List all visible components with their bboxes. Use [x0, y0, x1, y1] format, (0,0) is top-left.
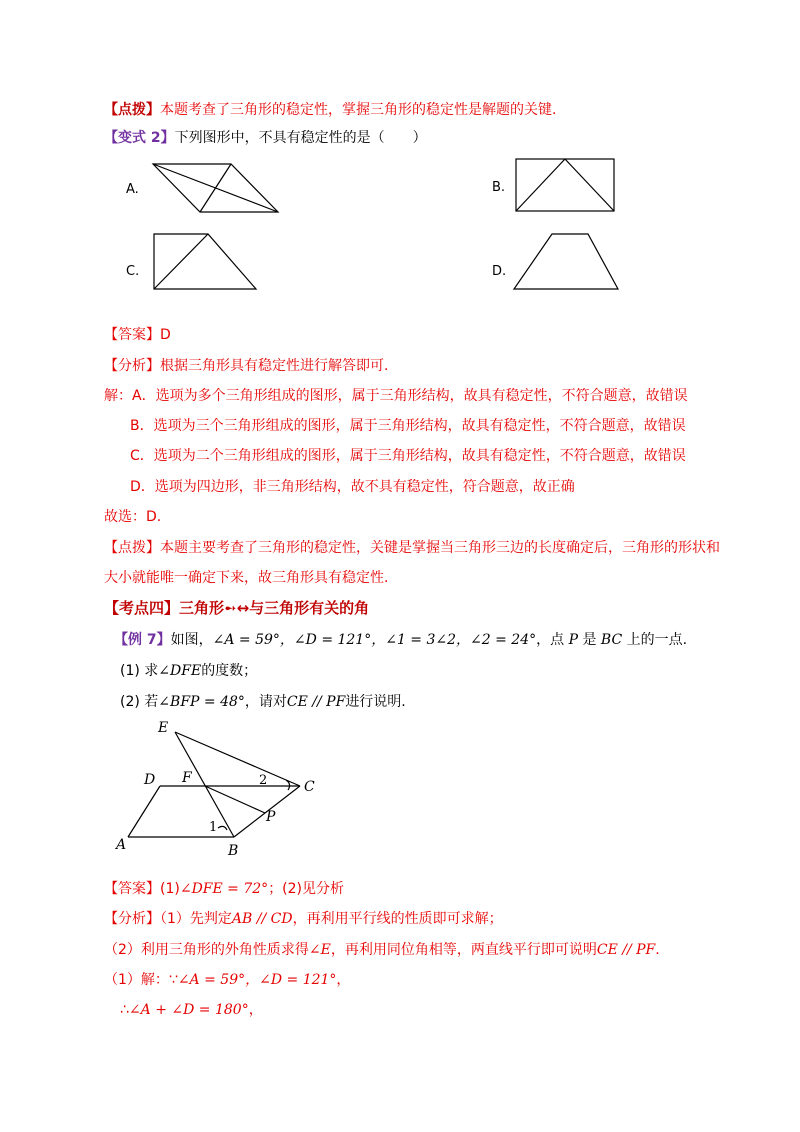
segment-fp — [205, 786, 265, 813]
label-angle-2: 2 — [259, 773, 268, 788]
segment-ec — [175, 732, 300, 786]
q2-num: (2) — [120, 694, 140, 710]
label-d: D — [144, 772, 156, 788]
hint-tag: 【点拨】 — [104, 102, 160, 118]
example-analysis-tag: 【分析】 — [104, 911, 160, 927]
example-analysis-1-math: AB // CD — [231, 911, 293, 927]
solution-line-d: D．选项为四边形，非三角形结构，故不具有稳定性，符合题意，故正确 — [130, 479, 575, 495]
example-q1 — [120, 662, 257, 680]
example-point-text1: ，点 — [536, 632, 569, 648]
example-sol-2-pre: ∴ — [120, 1002, 129, 1018]
example-answer-2: ；(2)见分析 — [268, 881, 345, 897]
label-f: F — [182, 770, 192, 786]
example-geometry-figure — [110, 712, 330, 862]
example-analysis-1 — [104, 910, 503, 928]
example-analysis-2-mid: ，再利用同位角相等，两直线平行即可说明 — [330, 942, 597, 958]
variant-answer — [104, 326, 171, 344]
q2-pre: 若 — [144, 694, 159, 710]
q2-post: 进行说明. — [345, 694, 406, 710]
example-analysis-1-post: ，再利用平行线的性质即可求解； — [292, 911, 503, 927]
label-p: P — [266, 809, 276, 825]
top-hint — [104, 101, 556, 119]
choose-line: 故选：D. — [104, 509, 162, 525]
example-sol-2-post: ， — [248, 1002, 263, 1018]
analysis-tag: 【分析】 — [104, 358, 160, 374]
answer-value: D — [160, 327, 171, 343]
option-a-figure — [148, 158, 282, 216]
example-sol-2-math: ∠A + ∠D = 180° — [128, 1002, 249, 1018]
example-sol-1-pre: （1）解：∵ — [104, 972, 178, 988]
angle-1-arc — [218, 826, 227, 830]
example-sol-1-math: ∠A = 59°，∠D = 121° — [177, 972, 337, 988]
q2-cond: ∠BFP = 48° — [158, 694, 245, 710]
variant-question — [104, 129, 427, 147]
option-a-label: A. — [126, 182, 139, 197]
example-point-p: P — [568, 632, 578, 648]
variant-question-text: 下列图形中，不具有稳定性的是（ ） — [174, 130, 427, 146]
example-solution-2 — [120, 1001, 263, 1019]
option-c-figure — [150, 230, 260, 292]
hint-text: 本题考查了三角形的稳定性，掌握三角形的稳定性是解题的关键. — [160, 102, 557, 118]
option-b-label: B. — [492, 180, 506, 195]
example-analysis-2-math: ∠E — [308, 942, 331, 958]
example-analysis-2-post: . — [655, 942, 660, 958]
option-b-figure — [512, 156, 618, 214]
variant-hint-text1: 本题主要考查了三角形的稳定性，关键是掌握当三角形三边的长度确定后，三角形的形状和 — [160, 540, 720, 556]
q1-pre: 求 — [144, 663, 159, 679]
example-answer — [104, 880, 344, 898]
label-e: E — [158, 720, 169, 736]
option-d-label: D. — [492, 264, 507, 279]
example-answer-1-math: ∠DFE = 72° — [179, 881, 269, 897]
label-a: A — [116, 837, 127, 853]
analysis-text: 根据三角形具有稳定性进行解答即可. — [160, 358, 389, 374]
example-segment-bc: BC — [600, 632, 623, 648]
q1-num: (1) — [120, 663, 140, 679]
example-question — [114, 631, 687, 649]
q1-angle: ∠DFE — [158, 663, 202, 679]
variant-analysis — [104, 357, 388, 375]
label-angle-1: 1 — [209, 820, 218, 835]
example-solution-1 — [104, 971, 350, 989]
example-analysis-2 — [104, 941, 660, 959]
example-tag: 【例 7】 — [114, 632, 171, 648]
solution-line-a: 解：A．选项为多个三角形组成的图形，属于三角形结构，故具有稳定性，不符合题意，故错误 — [104, 388, 688, 404]
answer-tag: 【答案】 — [104, 327, 160, 343]
solution-line-c: C．选项为二个三角形组成的图形，属于三角形结构，故具有稳定性，不符合题意，故错误 — [130, 448, 686, 464]
example-sol-1-post: ， — [336, 972, 351, 988]
example-intro: 如图， — [170, 632, 213, 648]
example-analysis-2-math2: CE // PF — [596, 942, 656, 958]
q1-post: 的度数； — [201, 663, 258, 679]
example-analysis-1-pre: （1）先判定 — [160, 911, 232, 927]
example-given: ∠A = 59°，∠D = 121°，∠1 = 3∠2，∠2 = 24° — [212, 632, 537, 648]
option-d-figure — [510, 230, 622, 292]
q2-mid: ，请对 — [244, 694, 287, 710]
label-c: C — [304, 779, 315, 795]
example-point-text3: 上的一点. — [622, 632, 688, 648]
variant-hint-line2: 大小就能唯一确定下来，故三角形具有稳定性. — [104, 570, 389, 586]
example-point-text2: 是 — [578, 632, 601, 648]
option-c-label: C. — [126, 264, 140, 279]
q2-rel: CE // PF — [286, 694, 346, 710]
solution-line-b: B．选项为三个三角形组成的图形，属于三角形结构，故具有稳定性，不符合题意，故错误 — [130, 418, 686, 434]
variant-tag: 【变式 2】 — [104, 130, 175, 146]
label-b: B — [228, 843, 239, 859]
example-answer-tag: 【答案】 — [104, 881, 160, 897]
example-answer-1: (1) — [160, 881, 180, 897]
example-q2 — [120, 693, 406, 711]
variant-hint-tag: 【点拨】 — [104, 540, 160, 556]
variant-hint-line1 — [104, 539, 720, 557]
example-analysis-2-pre: （2）利用三角形的外角性质求得 — [104, 942, 309, 958]
segment-da — [128, 786, 160, 837]
section-title: 【考点四】三角形➻↔与三角形有关的角 — [104, 599, 370, 617]
